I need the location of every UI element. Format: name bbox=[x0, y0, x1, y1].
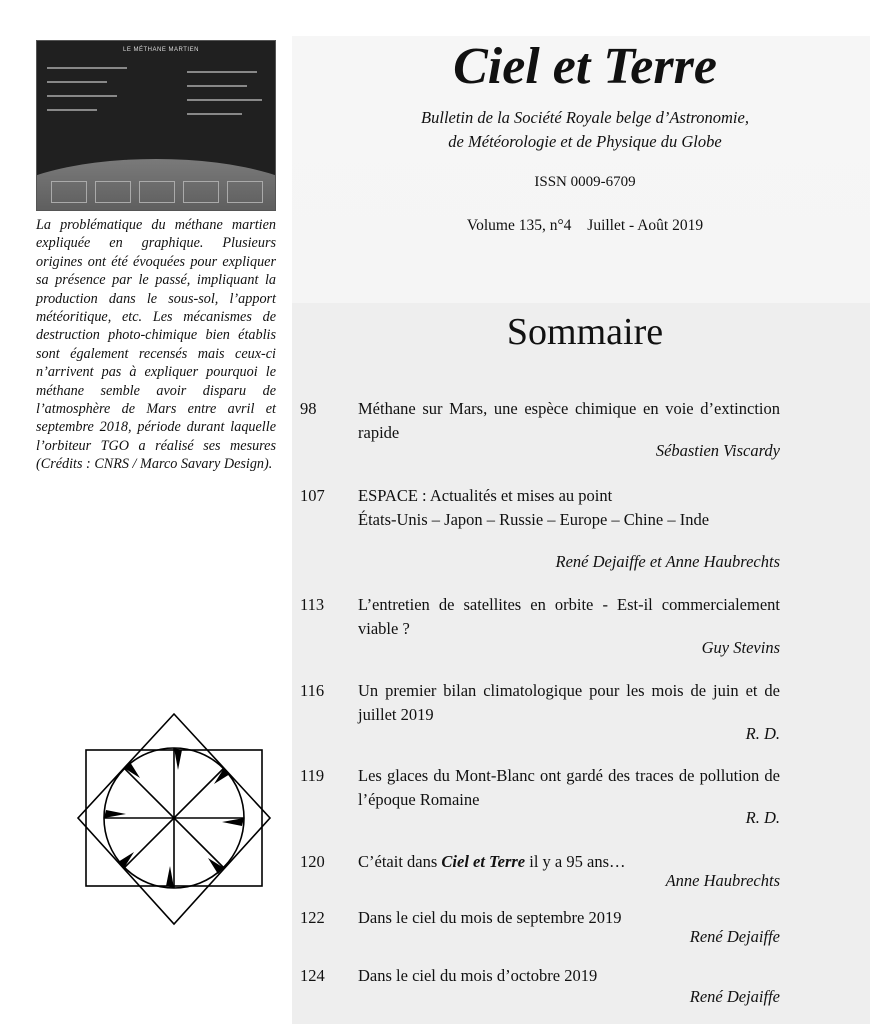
toc-article-title: Un premier bilan climatologique pour les mois de juin et de juillet 2019 bbox=[358, 681, 780, 724]
toc-title-line: ESPACE : Actualités et mises au point bbox=[358, 486, 613, 505]
subtitle-line: Bulletin de la Société Royale belge d’Astronomie, bbox=[421, 108, 749, 127]
toc-article-title bbox=[358, 484, 780, 532]
toc-author: Sébastien Viscardy bbox=[655, 441, 780, 460]
sommaire-heading: Sommaire bbox=[506, 311, 664, 353]
toc-author: R. D. bbox=[745, 724, 780, 743]
toc-author: René Dejaiffe bbox=[689, 927, 780, 946]
toc-author: Anne Haubrechts bbox=[665, 871, 780, 890]
subtitle-line: de Météorologie et de Physique du Globe bbox=[448, 132, 722, 151]
toc-page-number: 113 bbox=[300, 595, 325, 614]
journal-title: Ciel et Terre bbox=[453, 38, 717, 95]
toc-article-title: Dans le ciel du mois d’octobre 2019 bbox=[358, 966, 598, 985]
toc-title-part: C’était dans bbox=[358, 852, 442, 871]
methane-infographic-thumbnail bbox=[36, 40, 276, 211]
toc-page-number: 119 bbox=[300, 766, 325, 785]
journal-name-emphasis: Ciel et Terre bbox=[441, 852, 526, 871]
thumbnail-decor bbox=[47, 109, 97, 111]
thumbnail-decor bbox=[47, 67, 127, 69]
thumbnail-title: LE MÉTHANE MARTIEN bbox=[123, 47, 199, 53]
thumbnail-decor bbox=[95, 181, 131, 203]
issue-info bbox=[300, 217, 870, 235]
toc-article-title: Dans le ciel du mois de septembre 2019 bbox=[358, 908, 622, 927]
thumbnail-decor bbox=[187, 99, 262, 101]
thumbnail-decor bbox=[51, 181, 87, 203]
toc-page-number: 107 bbox=[300, 486, 325, 505]
journal-subtitle bbox=[300, 106, 870, 154]
toc-author: René Dejaiffe et Anne Haubrechts bbox=[555, 552, 780, 571]
thumbnail-decor bbox=[183, 181, 219, 203]
toc-page-number: 122 bbox=[300, 908, 325, 927]
thumbnail-decor bbox=[187, 71, 257, 73]
thumbnail-decor bbox=[139, 181, 175, 203]
society-emblem-icon bbox=[74, 710, 274, 930]
toc-author: R. D. bbox=[745, 808, 780, 827]
thumbnail-decor bbox=[187, 113, 242, 115]
toc-author: René Dejaiffe bbox=[689, 987, 780, 1006]
thumbnail-decor bbox=[47, 81, 107, 83]
issue-date: Juillet - Août 2019 bbox=[587, 217, 704, 234]
thumbnail-decor bbox=[47, 95, 117, 97]
toc-page-number: 98 bbox=[300, 399, 317, 418]
toc-title-line: États-Unis – Japon – Russie – Europe – Chine – Inde bbox=[358, 510, 710, 529]
issn: ISSN 0009-6709 bbox=[534, 174, 636, 190]
figure-caption: La problématique du méthane martien expliquée en graphique. Plusieurs origines ont été évoquées pour expliquer sa présence par le passé, impliquant la production dans le sous-sol, l’apport météoritique, etc. Les mécanismes de destruction photo-chimique bien établis sont également recensés mais ceux-ci n’arrivent pas à expliquer pourquoi le méthane semble avoir disparu de l’atmosphère de Mars entre avril et septembre 2018, période durant laquelle l’orbiteur TGO a réalisé ses mesures (Crédits : CNRS / Marco Savary Design). bbox=[36, 217, 276, 473]
toc-page-number: 120 bbox=[300, 852, 325, 871]
volume-number: Volume 135, n°4 bbox=[466, 217, 572, 234]
toc-article-title: Les glaces du Mont-Blanc ont gardé des traces de pollution de l’époque Romaine bbox=[358, 766, 780, 809]
toc-title-part: il y a 95 ans… bbox=[525, 852, 626, 871]
thumbnail-decor bbox=[227, 181, 263, 203]
toc-page-number: 116 bbox=[300, 681, 325, 700]
toc-article-title: Méthane sur Mars, une espèce chimique en voie d’extinction rapide bbox=[358, 399, 780, 442]
toc-author: Guy Stevins bbox=[701, 638, 780, 657]
toc-page-number: 124 bbox=[300, 966, 325, 985]
thumbnail-decor bbox=[187, 85, 247, 87]
toc-article-title: L’entretien de satellites en orbite - Est-il commercialement viable ? bbox=[358, 595, 780, 638]
